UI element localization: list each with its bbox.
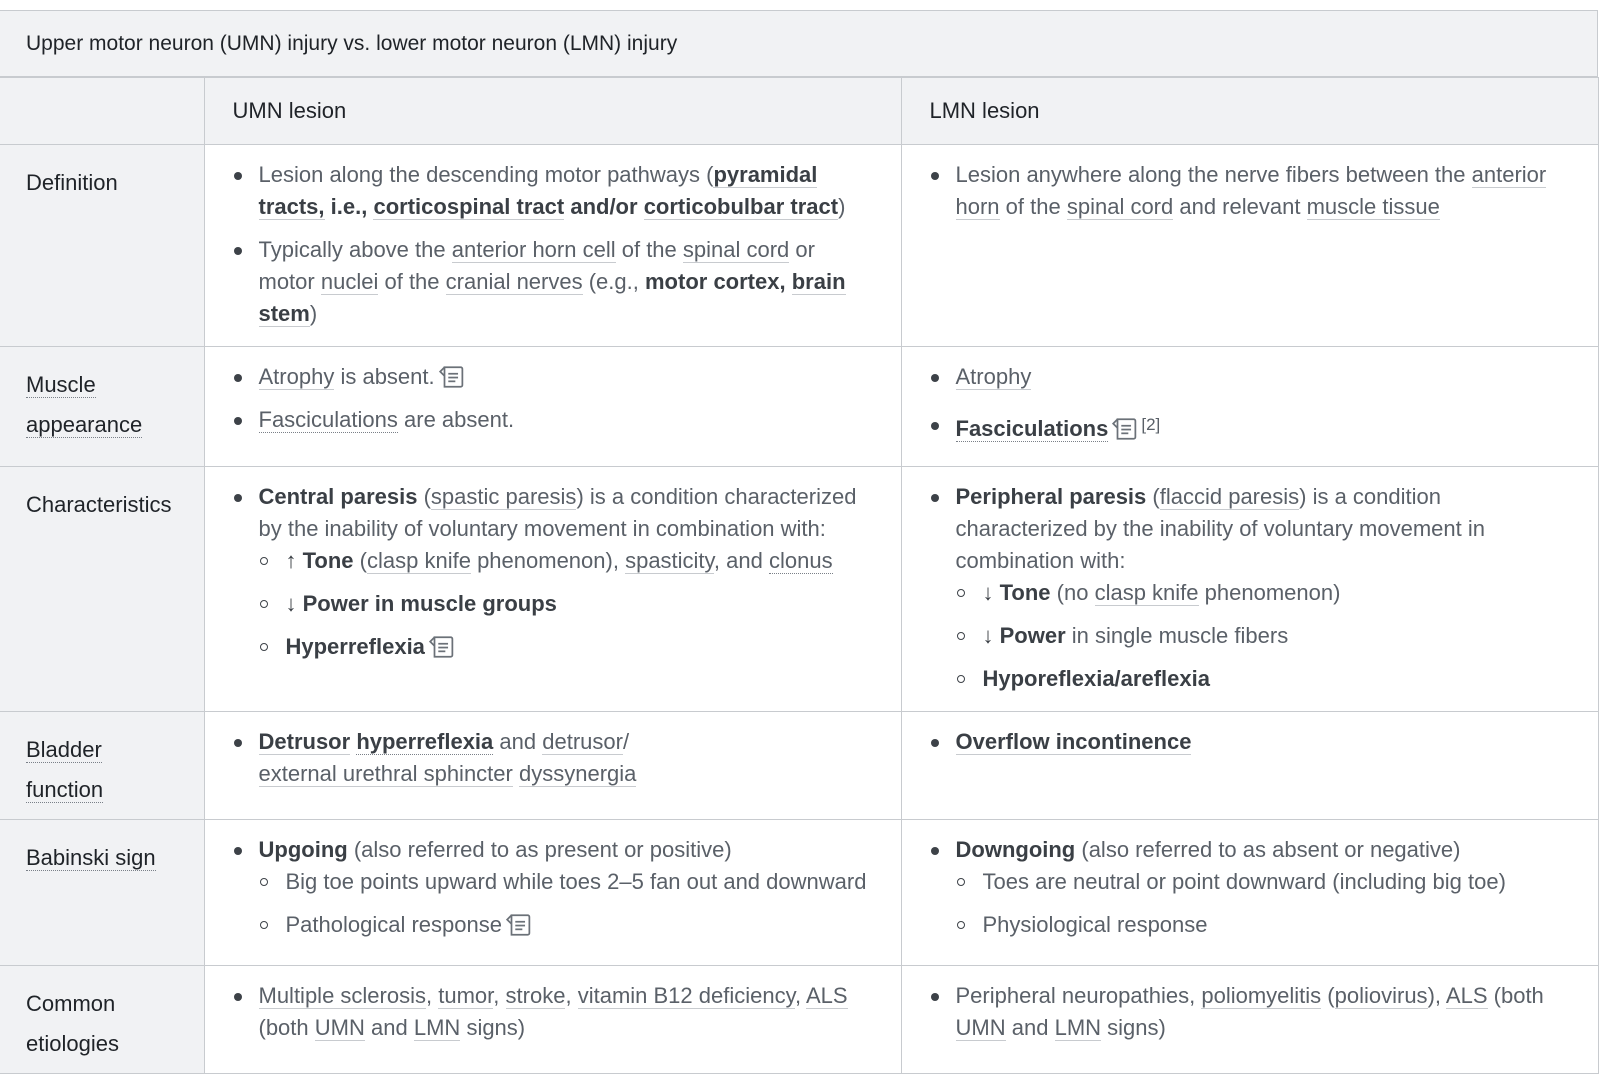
row-definition xyxy=(0,145,1598,347)
note-icon[interactable] xyxy=(1111,417,1137,441)
link-poliovirus[interactable]: poliovirus xyxy=(1334,983,1428,1008)
row-label-text: function xyxy=(26,777,104,802)
text: of the xyxy=(384,269,440,294)
row-label-text: Common xyxy=(26,991,116,1016)
link-anterior-horn-cell[interactable]: anterior horn cell xyxy=(451,237,616,262)
text: (also referred to as present or positive) xyxy=(353,837,732,862)
link-brain-stem[interactable]: brain stem xyxy=(258,269,846,326)
text: Peripheral paresis xyxy=(955,484,1147,509)
list-item xyxy=(233,159,873,223)
cell-etiologies-lmn xyxy=(901,966,1598,1074)
row-muscle-appearance xyxy=(0,347,1598,467)
text: (e.g., xyxy=(588,269,639,294)
text: Hyporeflexia/areflexia xyxy=(982,666,1210,691)
text: ↑ Tone xyxy=(285,548,354,573)
header-empty xyxy=(0,78,204,145)
sub-list-item xyxy=(259,866,873,898)
link-lmn[interactable]: LMN xyxy=(413,1015,461,1040)
text: Big toe points upward while toes 2–5 fan out and downward xyxy=(285,869,867,894)
link-lmn[interactable]: LMN xyxy=(1054,1015,1102,1040)
link-clasp-knife[interactable]: clasp knife xyxy=(1094,580,1199,605)
row-label-bladder-function[interactable] xyxy=(0,712,204,820)
text: and xyxy=(499,729,537,754)
text: Lesion along the descending motor pathways ( xyxy=(258,162,714,187)
text: motor cortex, xyxy=(645,269,786,294)
text: ( xyxy=(1152,484,1160,509)
text: Typically above the xyxy=(258,237,446,262)
link-clonus[interactable]: clonus xyxy=(768,548,833,573)
text: Upgoing xyxy=(258,837,348,862)
text: , xyxy=(565,983,572,1008)
cell-muscle-lmn xyxy=(901,347,1598,467)
row-label-babinski-sign[interactable] xyxy=(0,820,204,966)
cell-characteristics-umn xyxy=(204,467,901,712)
text: Central paresis xyxy=(258,484,418,509)
link-dyssynergia[interactable]: dyssynergia xyxy=(518,761,637,786)
reference-marker[interactable]: [2] xyxy=(1141,415,1161,434)
text: in single muscle fibers xyxy=(1071,623,1289,648)
link-fasciculations[interactable]: Fasciculations xyxy=(955,416,1109,441)
text: (also referred to as absent or negative) xyxy=(1081,837,1461,862)
text: ) is a condition characterized by the inability of voluntary movement in combination with: xyxy=(258,484,857,541)
list-item xyxy=(233,834,873,941)
link-spasticity[interactable]: spasticity xyxy=(625,548,714,573)
sub-list-item xyxy=(259,545,873,577)
link-als[interactable]: ALS xyxy=(1445,983,1488,1008)
sub-list-item xyxy=(259,588,873,620)
link-detrusor[interactable]: Detrusor xyxy=(258,729,351,754)
text: is absent. xyxy=(340,364,435,389)
sub-list-item xyxy=(259,909,873,941)
text: and xyxy=(371,1015,408,1040)
link-pyramidal-tracts[interactable]: pyramidal tracts, xyxy=(258,162,818,219)
text: and xyxy=(1011,1015,1049,1040)
text: are absent. xyxy=(404,407,515,432)
header-row xyxy=(0,78,1598,145)
text: Toes are neutral or point downward (including big toe) xyxy=(982,869,1506,894)
text: , xyxy=(426,983,433,1008)
cell-muscle-umn xyxy=(204,347,901,467)
text: and/or xyxy=(570,194,638,219)
link-fasciculations[interactable]: Fasciculations xyxy=(258,407,398,432)
text: (no xyxy=(1056,580,1089,605)
sub-list-item xyxy=(956,909,1570,941)
note-icon[interactable] xyxy=(428,635,454,659)
cell-definition-lmn xyxy=(901,145,1598,347)
text: signs) xyxy=(1107,1015,1166,1040)
table-title-text: Upper motor neuron (UMN) injury vs. lower motor neuron (LMN) injury xyxy=(26,31,678,55)
row-label-common-etiologies xyxy=(0,966,204,1074)
row-label-text: Bladder xyxy=(26,737,102,762)
link-tumor[interactable]: tumor xyxy=(438,983,494,1008)
cell-bladder-lmn xyxy=(901,712,1598,820)
link-als[interactable]: ALS xyxy=(805,983,848,1008)
text: / xyxy=(622,729,630,754)
list-item xyxy=(930,409,1570,445)
text: ↓ Power xyxy=(982,623,1066,648)
list-item xyxy=(930,726,1570,758)
list-item xyxy=(233,980,873,1044)
text: of the xyxy=(621,237,677,262)
text: Hyperreflexia xyxy=(285,634,425,659)
row-label-muscle-appearance[interactable] xyxy=(0,347,204,467)
row-label-text: Characteristics xyxy=(26,492,172,517)
link-external-urethral-sphincter[interactable]: external urethral sphincter xyxy=(258,761,513,786)
text: phenomenon), xyxy=(477,548,619,573)
row-characteristics xyxy=(0,467,1598,712)
sub-list-item xyxy=(956,866,1570,898)
link-corticospinal-tract[interactable]: corticospinal tract xyxy=(373,194,565,219)
link-anterior-horn[interactable]: anterior horn xyxy=(955,162,1547,219)
text: ( xyxy=(359,548,367,573)
row-label-text: etiologies xyxy=(26,1031,119,1056)
text: , and xyxy=(713,548,763,573)
text: ), xyxy=(1427,983,1442,1008)
text: ↓ Power in muscle groups xyxy=(285,591,557,616)
row-label-text: Definition xyxy=(26,170,118,195)
link-poliomyelitis[interactable]: poliomyelitis xyxy=(1201,983,1322,1008)
text: , xyxy=(794,983,802,1008)
list-item xyxy=(930,980,1570,1044)
list-item xyxy=(930,159,1570,223)
link-spastic-paresis[interactable]: spastic paresis xyxy=(430,484,577,509)
link-spinal-cord[interactable]: spinal cord xyxy=(682,237,790,262)
list-item xyxy=(233,481,873,663)
link-clasp-knife[interactable]: clasp knife xyxy=(366,548,471,573)
link-vitamin-b12-deficiency[interactable]: vitamin B12 deficiency xyxy=(577,983,795,1008)
text: of the xyxy=(1005,194,1061,219)
text: ) xyxy=(309,301,318,326)
text: Peripheral neuropathies, xyxy=(955,983,1196,1008)
text: i.e., xyxy=(330,194,368,219)
link-cranial-nerves[interactable]: cranial nerves xyxy=(445,269,583,294)
link-spinal-cord[interactable]: spinal cord xyxy=(1066,194,1174,219)
row-bladder-function xyxy=(0,712,1598,820)
list-item xyxy=(930,481,1570,695)
text: ↓ Tone xyxy=(982,580,1051,605)
text: ( xyxy=(423,484,431,509)
text: Lesion anywhere along the nerve fibers between the xyxy=(955,162,1466,187)
sub-list-item xyxy=(956,663,1570,695)
text: ) xyxy=(838,194,846,219)
cell-characteristics-lmn xyxy=(901,467,1598,712)
link-umn[interactable]: UMN xyxy=(955,1015,1006,1040)
list-item xyxy=(233,234,873,330)
comparison-table xyxy=(0,10,1598,1074)
text: or motor xyxy=(258,237,815,294)
link-umn[interactable]: UMN xyxy=(314,1015,365,1040)
row-common-etiologies xyxy=(0,966,1598,1074)
cell-babinski-lmn xyxy=(901,820,1598,966)
text: signs) xyxy=(466,1015,526,1040)
row-label-text: Muscle xyxy=(26,372,96,397)
link-detrusor[interactable]: detrusor xyxy=(542,729,623,754)
sub-list-item xyxy=(259,631,873,663)
cell-etiologies-umn xyxy=(204,966,901,1074)
text: and relevant xyxy=(1179,194,1301,219)
note-icon[interactable] xyxy=(438,365,464,389)
sub-list-item xyxy=(956,620,1570,652)
text: Downgoing xyxy=(955,837,1076,862)
link-overflow-incontinence[interactable]: Overflow incontinence xyxy=(955,729,1192,754)
text: Physiological response xyxy=(982,912,1208,937)
comparison-grid xyxy=(0,77,1599,1074)
sub-list-item xyxy=(956,577,1570,609)
row-label-definition xyxy=(0,145,204,347)
link-corticobulbar-tract[interactable]: corticobulbar tract xyxy=(643,194,839,219)
link-nuclei[interactable]: nuclei xyxy=(320,269,379,294)
link-atrophy[interactable]: Atrophy xyxy=(955,364,1032,389)
list-item xyxy=(233,361,873,393)
text: Pathological response xyxy=(285,912,502,937)
cell-definition-umn xyxy=(204,145,901,347)
link-stroke[interactable]: stroke xyxy=(505,983,566,1008)
text: (both xyxy=(1493,983,1544,1008)
link-hyperreflexia[interactable]: hyperreflexia xyxy=(356,729,494,754)
list-item xyxy=(930,361,1570,393)
text: ) is a condition characterized by the inability of voluntary movement in combination with: xyxy=(955,484,1485,573)
note-icon[interactable] xyxy=(505,913,531,937)
row-babinski-sign xyxy=(0,820,1598,966)
cell-bladder-umn xyxy=(204,712,901,820)
row-label-text: Babinski sign xyxy=(26,845,156,870)
cell-babinski-umn xyxy=(204,820,901,966)
text: (both xyxy=(258,1015,309,1040)
text: , xyxy=(493,983,500,1008)
list-item xyxy=(930,834,1570,941)
header-lmn: LMN lesion xyxy=(901,78,1598,145)
row-label-text: appearance xyxy=(26,412,143,437)
link-flaccid-paresis[interactable]: flaccid paresis xyxy=(1159,484,1300,509)
link-atrophy[interactable]: Atrophy xyxy=(258,364,335,389)
list-item xyxy=(233,726,873,790)
link-muscle-tissue[interactable]: muscle tissue xyxy=(1306,194,1440,219)
text: phenomenon) xyxy=(1204,580,1341,605)
row-label-characteristics xyxy=(0,467,204,712)
link-multiple-sclerosis[interactable]: Multiple sclerosis xyxy=(258,983,426,1008)
table-title xyxy=(0,10,1598,77)
header-umn: UMN lesion xyxy=(204,78,901,145)
text: ( xyxy=(1327,983,1335,1008)
list-item xyxy=(233,404,873,436)
